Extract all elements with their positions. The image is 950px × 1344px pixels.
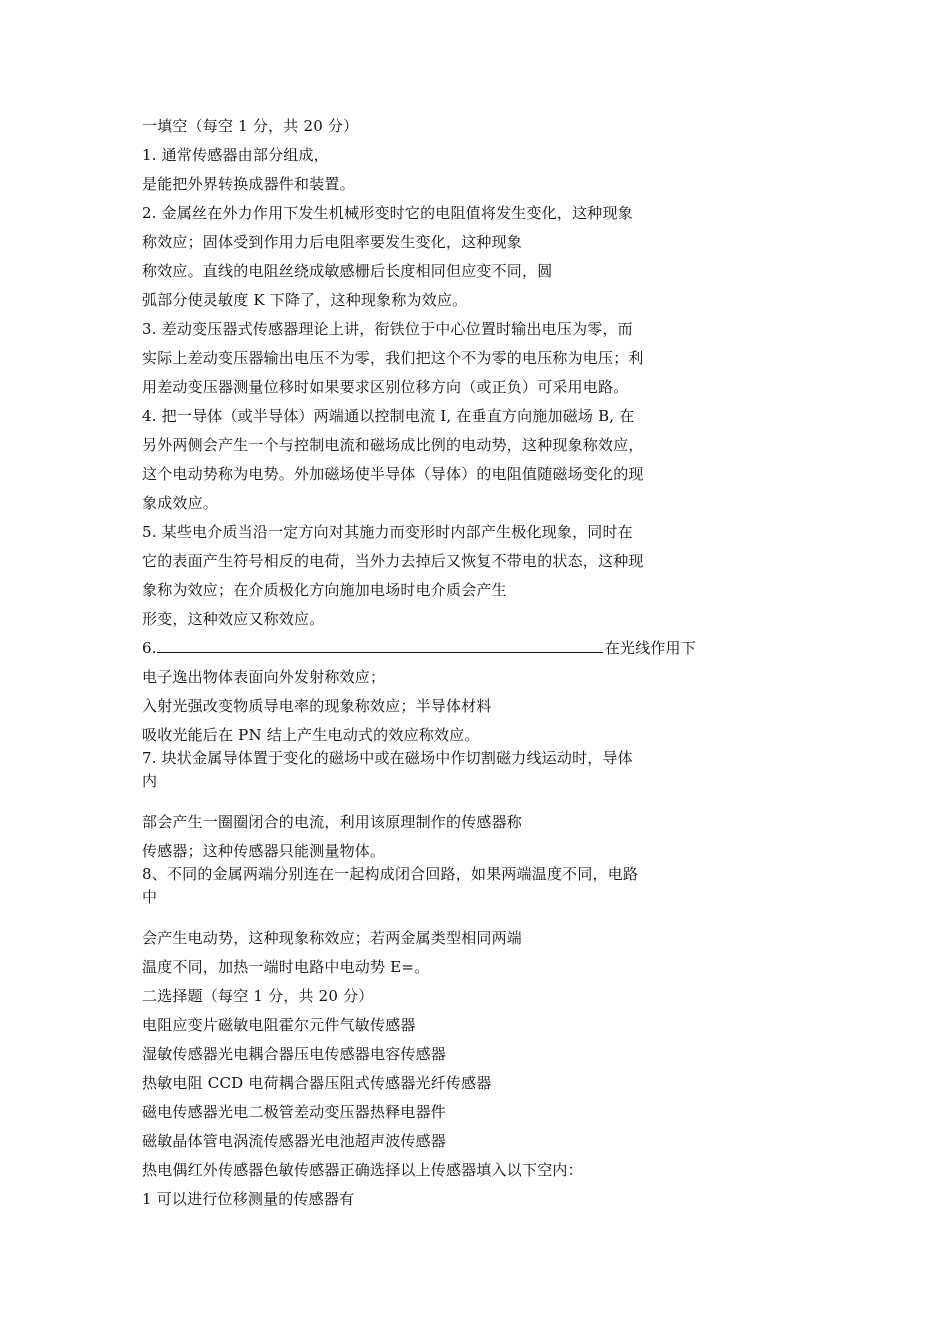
question-4-line-4: 象成效应。: [142, 494, 219, 512]
question-6-line-3: 入射光强改变物质导电率的现象称效应；半导体材料: [142, 697, 492, 715]
question-7-line-1b: 内: [142, 772, 158, 790]
question-2-line-4: 弧部分使灵敏度 K 下降了，这种现象称为效应。: [142, 291, 468, 309]
question-5-line-2: 它的表面产生符号相反的电荷，当外力去掉后又恢复不带电的状态，这种现: [142, 552, 644, 570]
question-6-line-2: 电子逸出物体表面向外发射称效应；: [142, 668, 386, 686]
question-7-line-3: 传感器；这种传感器只能测量物体。: [142, 842, 386, 860]
question-7-line-2: 部会产生一圈圈闭合的电流，利用该原理制作的传感器称: [142, 813, 523, 831]
options-line-4: 磁电传感器光电二极管差动变压器热释电器件: [142, 1103, 447, 1121]
question-3-line-3: 用差动变压器测量位移时如果要求区别位移方向（或正负）可采用电路。: [142, 378, 629, 396]
question-3-line-2: 实际上差动变压器输出电压不为零，我们把这个不为零的电压称为电压；利: [142, 349, 644, 367]
question-8-line-1: 8、不同的金属两端分别连在一起构成闭合回路，如果两端温度不同，电路: [142, 865, 639, 883]
options-line-1: 电阻应变片磁敏电阻霍尔元件气敏传感器: [142, 1016, 416, 1034]
question-2-line-2: 称效应；固体受到作用力后电阻率要发生变化，这种现象: [142, 233, 523, 251]
question-3-line-1: 3. 差动变压器式传感器理论上讲，衔铁位于中心位置时输出电压为零，而: [142, 320, 633, 338]
answer-blank: [157, 637, 603, 653]
section1-title: 一填空（每空 1 分，共 20 分）: [142, 117, 359, 135]
options-line-5: 磁敏晶体管电涡流传感器光电池超声波传感器: [142, 1132, 447, 1150]
question-2-line-3: 称效应。直线的电阻丝绕成敏感栅后长度相同但应变不同，圆: [142, 262, 553, 280]
question-7-line-1: 7. 块状金属导体置于变化的磁场中或在磁场中作切割磁力线运动时，导体: [142, 749, 633, 767]
question-6-prefix: 6.: [142, 639, 157, 657]
options-line-2: 湿敏传感器光电耦合器压电传感器电容传感器: [142, 1045, 447, 1063]
document-page: [142, 112, 722, 1214]
question-5-line-1: 5. 某些电介质当沿一定方向对其施力而变形时内部产生极化现象，同时在: [142, 523, 633, 541]
question-4-line-3: 这个电动势称为电势。外加磁场使半导体（导体）的电阻值随磁场变化的现: [142, 465, 644, 483]
section2-title: 二选择题（每空 1 分，共 20 分）: [142, 987, 374, 1005]
question-6-line-4: 吸收光能后在 PN 结上产生电动式的效应称效应。: [142, 726, 480, 744]
section2-question-1: 1 可以进行位移测量的传感器有: [142, 1190, 355, 1208]
question-8-line-3: 温度不同，加热一端时电路中电动势 E=。: [142, 958, 430, 976]
question-2-line-1: 2. 金属丝在外力作用下发生机械形变时它的电阻值将发生变化，这种现象: [142, 204, 633, 222]
question-1-line-1: 1. 通常传感器由部分组成，: [142, 146, 329, 164]
question-8-line-2: 会产生电动势，这种现象称效应；若两金属类型相同两端: [142, 929, 523, 947]
question-6-line-1: [142, 634, 722, 663]
question-5-line-4: 形变，这种效应又称效应。: [142, 610, 325, 628]
question-5-line-3: 象称为效应；在介质极化方向施加电场时电介质会产生: [142, 581, 507, 599]
question-6-suffix: 在光线作用下: [604, 639, 696, 657]
question-1-line-2: 是能把外界转换成器件和装置。: [142, 175, 355, 193]
question-4-line-2: 另外两侧会产生一个与控制电流和磁场成比例的电动势，这种现象称效应，: [142, 436, 644, 454]
question-4-line-1: 4. 把一导体（或半导体）两端通以控制电流 I, 在垂直方向施加磁场 B, 在: [142, 407, 635, 425]
question-8-line-1b: 中: [142, 888, 158, 906]
options-line-6: 热电偶红外传感器色敏传感器正确选择以上传感器填入以下空内：: [142, 1161, 583, 1179]
options-line-3: 热敏电阻 CCD 电荷耦合器压阻式传感器光纤传感器: [142, 1074, 492, 1092]
